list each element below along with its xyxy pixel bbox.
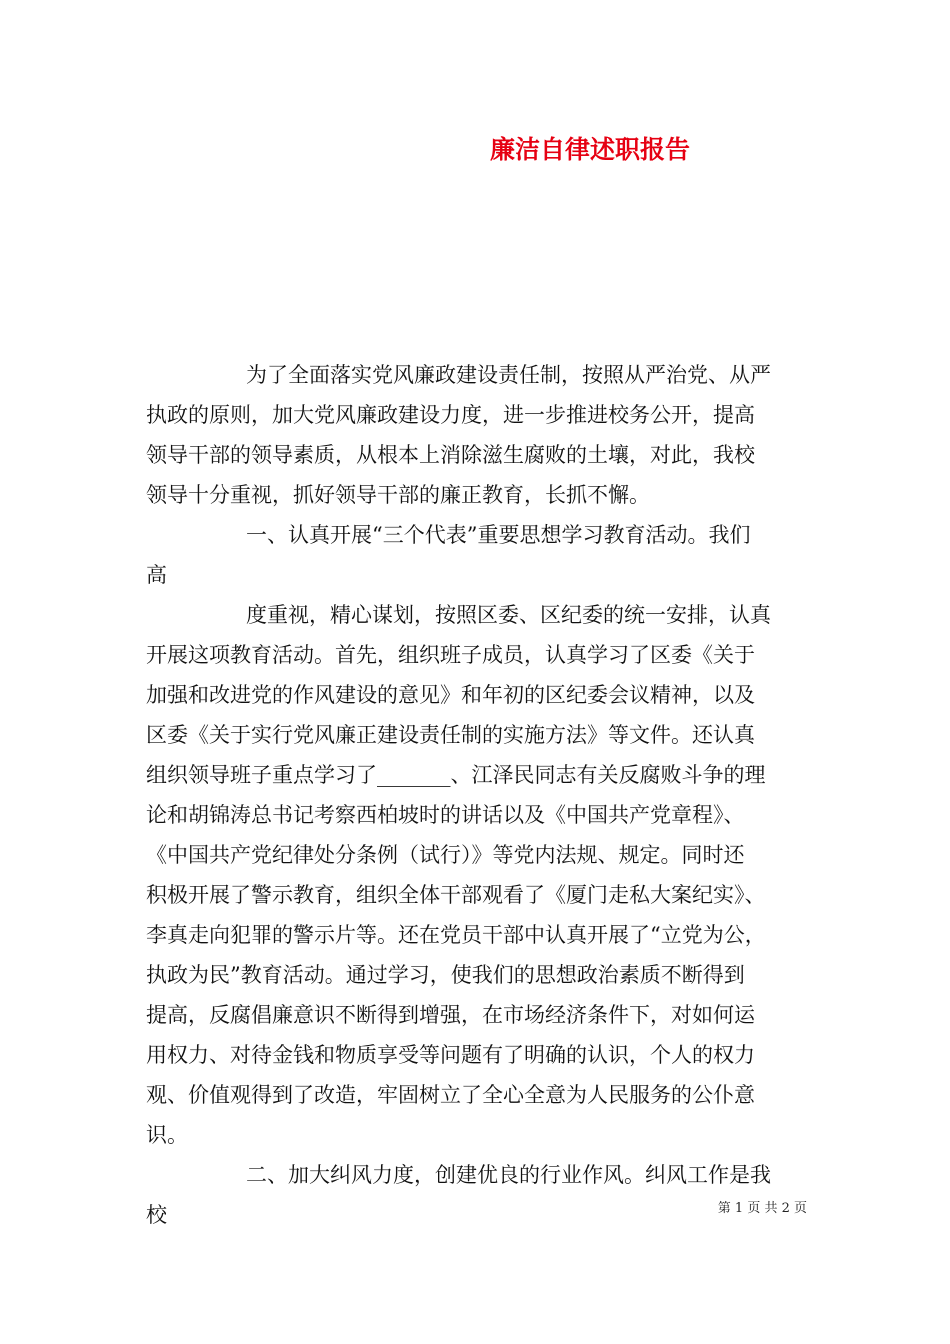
paragraph-line: 加强和改进党的作风建设的意见》和年初的区纪委会议精神，以及	[146, 683, 755, 707]
paragraph-line: 一、认真开展“三个代表”重要思想学习教育活动。我们	[246, 523, 751, 547]
document-body	[146, 355, 808, 1235]
paragraph-line: 《中国共产党纪律处分条例（试行）》等党内法规、规定。同时还	[146, 843, 745, 867]
paragraph-line: 识。	[146, 1123, 188, 1147]
document-title: 廉洁自律述职报告	[489, 135, 690, 164]
paragraph-line: 领导干部的领导素质，从根本上消除滋生腐败的土壤，对此，我校	[146, 443, 755, 467]
paragraph-line: 用权力、对待金钱和物质享受等问题有了明确的认识，个人的权力	[146, 1043, 755, 1067]
paragraph-line: 组织领导班子重点学习了_______、江泽民同志有关反腐败斗争的理	[146, 763, 766, 787]
paragraph-line: 高	[146, 563, 167, 587]
paragraph-line: 执政的原则，加大党风廉政建设力度，进一步推进校务公开，提高	[146, 403, 755, 427]
paragraph-line: 提高，反腐倡廉意识不断得到增强，在市场经济条件下，对如何运	[146, 1003, 755, 1027]
paragraph-line: 二、加大纠风力度，创建优良的行业作风。纠风工作是我	[246, 1163, 771, 1187]
paragraph-line: 度重视，精心谋划，按照区委、区纪委的统一安排，认真	[246, 603, 771, 627]
paragraph-line: 区委《关于实行党风廉正建设责任制的实施方法》等文件。还认真	[146, 723, 755, 747]
paragraph-line: 李真走向犯罪的警示片等。还在党员干部中认真开展了“立党为公，	[146, 923, 766, 947]
paragraph-line: 执政为民”教育活动。通过学习，使我们的思想政治素质不断得到	[146, 963, 745, 987]
paragraph-line: 为了全面落实党风廉政建设责任制，按照从严治党、从严	[246, 363, 771, 387]
paragraph-line: 开展这项教育活动。首先，组织班子成员，认真学习了区委《关于	[146, 643, 755, 667]
paragraph-line: 论和胡锦涛总书记考察西柏坡时的讲话以及《中国共产党章程》、	[146, 803, 745, 827]
paragraph-line: 校	[146, 1203, 167, 1227]
paragraph-line: 领导十分重视，抓好领导干部的廉正教育，长抓不懈。	[146, 483, 650, 507]
paragraph-line: 观、价值观得到了改造，牢固树立了全心全意为人民服务的公仆意	[146, 1083, 755, 1107]
page-number-footer: 第 1 页 共 2 页	[717, 1201, 807, 1216]
paragraph-line: 积极开展了警示教育，组织全体干部观看了《厦门走私大案纪实》、	[146, 883, 766, 907]
